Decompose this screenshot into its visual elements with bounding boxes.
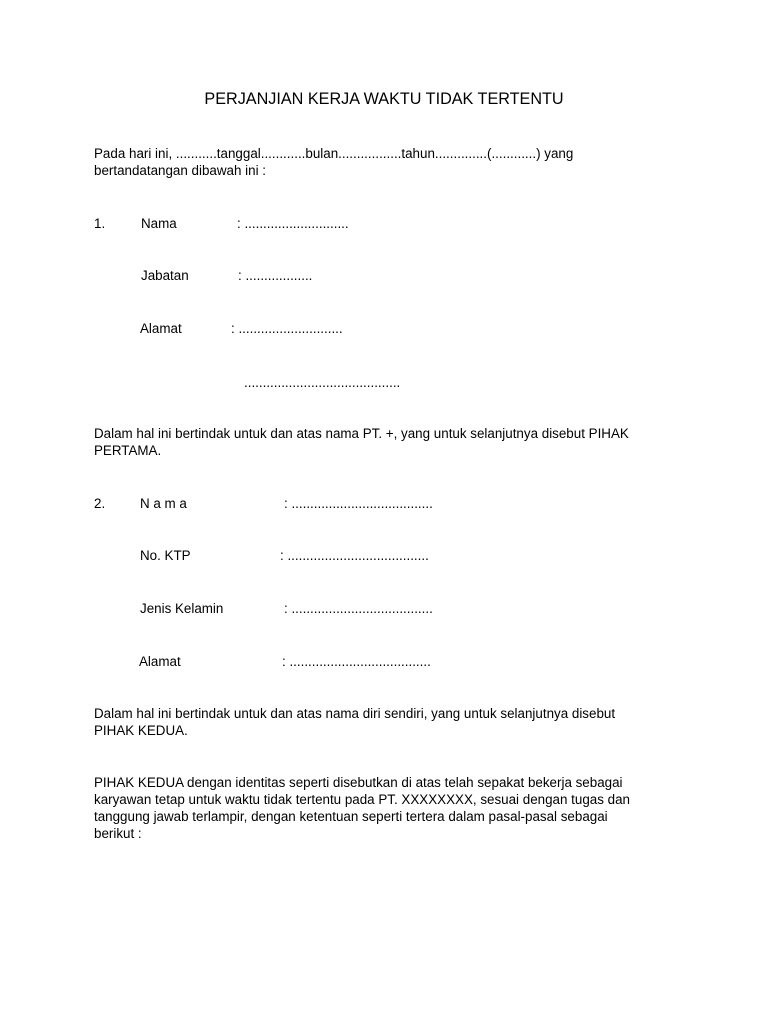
party2-kelamin-value: : ...................................... <box>284 601 433 616</box>
party1-jabatan-value: : .................. <box>238 268 313 283</box>
party2-statement-line-2: PIHAK KEDUA. <box>94 723 188 738</box>
party1-nama-label: Nama <box>141 216 177 231</box>
party1-nama-value: : ............................ <box>237 216 349 231</box>
party2-nama-label: N a m a <box>140 496 187 511</box>
intro-line-2: bertandatangan dibawah ini : <box>94 163 266 178</box>
intro-line-1: Pada hari ini, ...........tanggal............bulan.................tahun..............(............) yang <box>94 146 574 161</box>
closing-line-1: PIHAK KEDUA dengan identitas seperti disebutkan di atas telah sepakat bekerja sebagai <box>94 775 623 790</box>
party2-statement-line-1: Dalam hal ini bertindak untuk dan atas nama diri sendiri, yang untuk selanjutnya disebut <box>94 706 616 721</box>
party1-statement-line-2: PERTAMA. <box>94 443 162 458</box>
party1-number: 1. <box>94 216 106 231</box>
party2-alamat-label: Alamat <box>139 654 181 669</box>
party1-statement-line-1: Dalam hal ini bertindak untuk dan atas nama PT. +, yang untuk selanjutnya disebut PIHAK <box>94 426 629 441</box>
party1-alamat-label: Alamat <box>140 321 182 336</box>
party1-jabatan-label: Jabatan <box>141 268 189 283</box>
document-title: PERJANJIAN KERJA WAKTU TIDAK TERTENTU <box>204 90 564 108</box>
party2-ktp-label: No. KTP <box>140 548 191 563</box>
party2-nama-value: : ...................................... <box>284 496 433 511</box>
party1-alamat-continuation: .......................................... <box>244 375 401 390</box>
closing-line-4: berikut : <box>94 826 142 841</box>
party2-ktp-value: : ...................................... <box>280 548 429 563</box>
party1-alamat-value: : ............................ <box>231 321 343 336</box>
closing-line-2: karyawan tetap untuk waktu tidak tertentu pada PT. XXXXXXXX, sesuai dengan tugas dan <box>94 792 630 807</box>
party2-kelamin-label: Jenis Kelamin <box>140 601 224 616</box>
party2-number: 2. <box>94 496 106 511</box>
party2-alamat-value: : ...................................... <box>282 654 431 669</box>
closing-line-3: tanggung jawab terlampir, dengan ketentuan seperti tertera dalam pasal-pasal sebagai <box>94 809 608 824</box>
